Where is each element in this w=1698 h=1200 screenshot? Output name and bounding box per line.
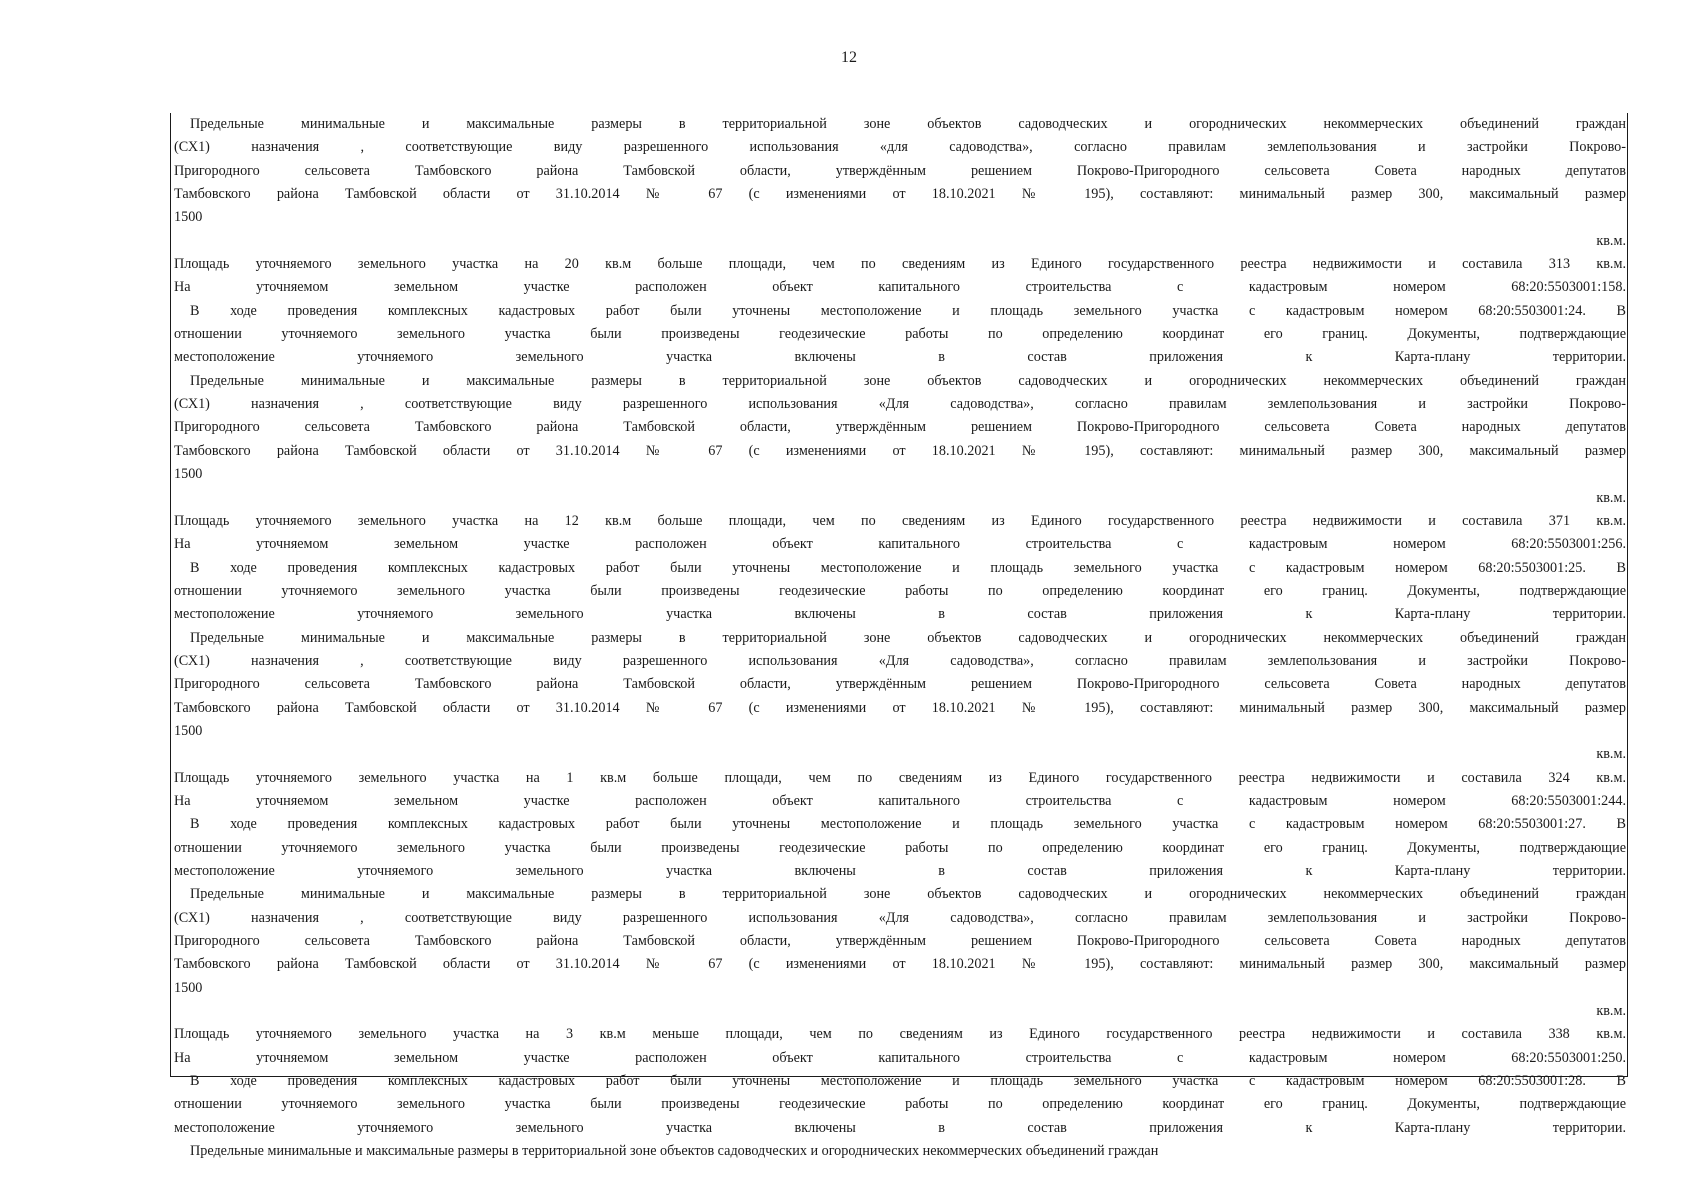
text-line: Площадь уточняемого земельного участка на 3 кв.м меньше площади, чем по сведениям из Единого государственного реестра недвижимости и составила 338 кв.м. xyxy=(174,1026,1626,1043)
text-line: В ходе проведения комплексных кадастровых работ были уточнены местоположение и площадь земельного участка с кадастровым номером 68:20:5503001:28. В xyxy=(190,1073,1626,1090)
text-line: местоположение уточняемого земельного участка включены в состав приложения к Карта-плану территории. xyxy=(174,349,1626,366)
text-line: В ходе проведения комплексных кадастровых работ были уточнены местоположение и площадь земельного участка с кадастровым номером 68:20:5503001:24. В xyxy=(190,302,1626,319)
document-text-frame xyxy=(170,113,1628,1160)
text-line: Тамбовского района Тамбовской области от 31.10.2014 № 67 (с изменениями от 18.10.2021 № 195), составляют: минимальный размер 300, максимальный размер xyxy=(174,956,1626,973)
text-line: Пригородного сельсовета Тамбовского района Тамбовской области, утверждённым решением Покрово-Пригородного сельсовета Совета народных депутатов xyxy=(174,676,1626,693)
text-line: кв.м. xyxy=(1596,489,1626,506)
text-line: Пригородного сельсовета Тамбовского района Тамбовской области, утверждённым решением Покрово-Пригородного сельсовета Совета народных депутатов xyxy=(174,419,1626,436)
text-line: (СХ1) назначения , соответствующие виду разрешенного использования «Для садоводства», согласно правилам землепользования и застройки Покрово- xyxy=(174,396,1626,413)
text-line: На уточняемом земельном участке расположен объект капитального строительства с кадастровым номером 68:20:5503001:244. xyxy=(174,792,1626,809)
text-line: На уточняемом земельном участке расположен объект капитального строительства с кадастровым номером 68:20:5503001:256. xyxy=(174,536,1626,553)
text-line: 1500 xyxy=(174,466,203,483)
text-line: Тамбовского района Тамбовской области от 31.10.2014 № 67 (с изменениями от 18.10.2021 № 195), составляют: минимальный размер 300, максимальный размер xyxy=(174,699,1626,716)
text-line: Предельные минимальные и максимальные размеры в территориальной зоне объектов садоводческих и огороднических некоммерческих объединений граждан xyxy=(190,116,1626,132)
text-line: Тамбовского района Тамбовской области от 31.10.2014 № 67 (с изменениями от 18.10.2021 № 195), составляют: минимальный размер 300, максимальный размер xyxy=(174,442,1626,459)
text-line: 1500 xyxy=(174,722,203,739)
text-line: местоположение уточняемого земельного участка включены в состав приложения к Карта-плану территории. xyxy=(174,606,1626,623)
text-line: 1500 xyxy=(174,209,203,226)
text-line: отношении уточняемого земельного участка были произведены геодезические работы по определению координат его границ. Документы, подтверждающие xyxy=(174,326,1626,343)
text-line: отношении уточняемого земельного участка были произведены геодезические работы по определению координат его границ. Документы, подтверждающие xyxy=(174,1096,1626,1113)
text-line: отношении уточняемого земельного участка были произведены геодезические работы по определению координат его границ. Документы, подтверждающие xyxy=(174,839,1626,856)
text-line: Пригородного сельсовета Тамбовского района Тамбовской области, утверждённым решением Покрово-Пригородного сельсовета Совета народных депутатов xyxy=(174,933,1626,950)
text-line: Пригородного сельсовета Тамбовского района Тамбовской области, утверждённым решением Покрово-Пригородного сельсовета Совета народных депутатов xyxy=(174,162,1626,179)
text-line: местоположение уточняемого земельного участка включены в состав приложения к Карта-плану территории. xyxy=(174,1119,1626,1136)
text-line: кв.м. xyxy=(1596,746,1626,763)
text-line: кв.м. xyxy=(1596,1003,1626,1020)
text-line: На уточняемом земельном участке расположен объект капитального строительства с кадастровым номером 68:20:5503001:250. xyxy=(174,1049,1626,1066)
text-line: (СХ1) назначения , соответствующие виду разрешенного использования «для садоводства», согласно правилам землепользования и застройки Покрово- xyxy=(174,139,1626,156)
text-line: местоположение уточняемого земельного участка включены в состав приложения к Карта-плану территории. xyxy=(174,863,1626,879)
text-line: Площадь уточняемого земельного участка на 12 кв.м больше площади, чем по сведениям из Единого государственного реестра недвижимости и составила 371 кв.м. xyxy=(174,512,1626,529)
text-line: На уточняемом земельном участке расположен объект капитального строительства с кадастровым номером 68:20:5503001:158. xyxy=(174,279,1626,296)
text-line: В ходе проведения комплексных кадастровых работ были уточнены местоположение и площадь земельного участка с кадастровым номером 68:20:5503001:25. В xyxy=(190,559,1626,576)
page-number: 12 xyxy=(841,49,857,66)
text-line: (СХ1) назначения , соответствующие виду разрешенного использования «Для садоводства», согласно правилам землепользования и застройки Покрово- xyxy=(174,909,1626,926)
text-line: Предельные минимальные и максимальные размеры в территориальной зоне объектов садоводческих и огороднических некоммерческих объединений граждан xyxy=(190,629,1626,646)
text-line: Площадь уточняемого земельного участка на 1 кв.м больше площади, чем по сведениям из Единого государственного реестра недвижимости и составила 324 кв.м. xyxy=(174,769,1626,786)
text-line: 1500 xyxy=(174,979,203,996)
text-line: отношении уточняемого земельного участка были произведены геодезические работы по определению координат его границ. Документы, подтверждающие xyxy=(174,582,1626,599)
text-line: Предельные минимальные и максимальные размеры в территориальной зоне объектов садоводческих и огороднических некоммерческих объединений граждан xyxy=(190,1143,1159,1160)
text-line: Предельные минимальные и максимальные размеры в территориальной зоне объектов садоводческих и огороднических некоммерческих объединений граждан xyxy=(190,372,1626,389)
text-line: В ходе проведения комплексных кадастровых работ были уточнены местоположение и площадь земельного участка с кадастровым номером 68:20:5503001:27. В xyxy=(190,816,1626,833)
text-line: кв.м. xyxy=(1596,232,1626,249)
text-line: Площадь уточняемого земельного участка на 20 кв.м больше площади, чем по сведениям из Единого государственного реестра недвижимости и составила 313 кв.м. xyxy=(174,256,1626,273)
text-line: (СХ1) назначения , соответствующие виду разрешенного использования «Для садоводства», согласно правилам землепользования и застройки Покрово- xyxy=(174,652,1626,669)
text-line: Тамбовского района Тамбовской области от 31.10.2014 № 67 (с изменениями от 18.10.2021 № 195), составляют: минимальный размер 300, максимальный размер xyxy=(174,186,1626,203)
text-line: Предельные минимальные и максимальные размеры в территориальной зоне объектов садоводческих и огороднических некоммерческих объединений граждан xyxy=(190,886,1626,903)
